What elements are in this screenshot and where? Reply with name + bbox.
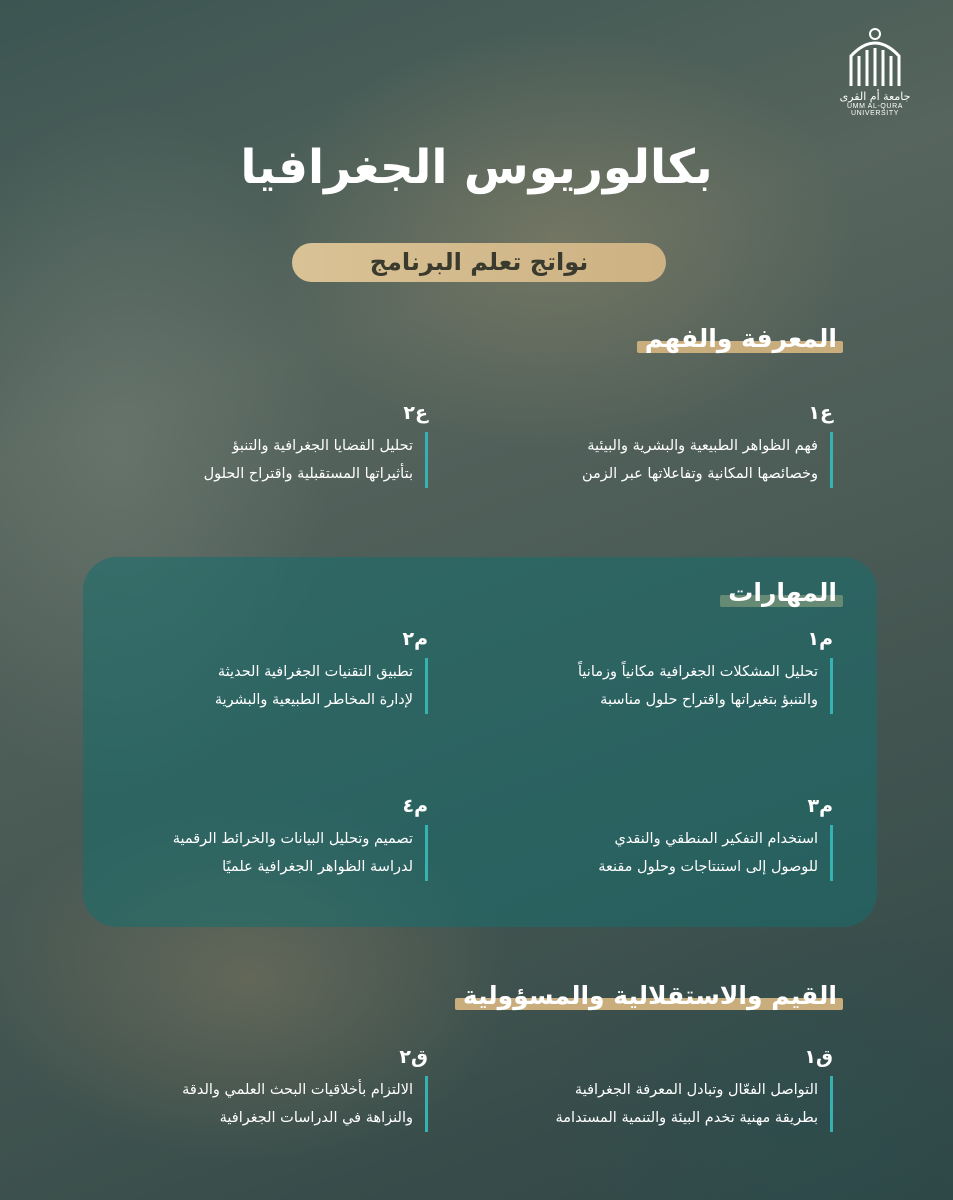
outcome-code: ع٢ [403, 402, 428, 424]
outcome-v2 [98, 1046, 428, 1132]
outcome-text [98, 825, 428, 881]
outcome-code: م١ [807, 628, 833, 650]
outcome-line: الالتزام بأخلاقيات البحث العلمي والدقة [182, 1082, 413, 1098]
outcome-text [98, 1076, 428, 1132]
outcome-line: فهم الظواهر الطبيعية والبشرية والبيئية [587, 438, 818, 454]
outcome-s2 [98, 628, 428, 714]
outcome-code: م٣ [807, 795, 833, 817]
outcome-code: م٢ [402, 628, 428, 650]
page-title: بكالوريوس الجغرافيا [240, 140, 713, 195]
outcome-text [98, 432, 428, 488]
outcome-k1 [503, 402, 833, 488]
outcome-line: تحليل المشكلات الجغرافية مكانياً وزمانياً [577, 664, 818, 680]
outcome-code: م٤ [402, 795, 428, 817]
outcome-line: للوصول إلى استنتاجات وحلول مقنعة [598, 859, 818, 875]
outcome-line: والتنبؤ بتغيراتها واقتراح حلول مناسبة [600, 692, 818, 708]
logo-english-name: UMM AL-QURA UNIVERSITY [847, 103, 903, 117]
outcome-line: لدراسة الظواهر الجغرافية علميًا [222, 859, 413, 875]
outcome-code: ق٢ [399, 1046, 428, 1068]
outcome-s4 [98, 795, 428, 881]
outcome-line: تصميم وتحليل البيانات والخرائط الرقمية [172, 831, 413, 847]
outcome-text [503, 658, 833, 714]
outcome-code: ع١ [808, 402, 833, 424]
section-title-values-text: القيم والاستقلالية والمسؤولية [462, 981, 837, 1010]
outcome-code: ق١ [804, 1046, 833, 1068]
umm-al-qura-emblem-icon [845, 26, 905, 88]
university-logo [825, 26, 925, 117]
outcome-line: بطريقة مهنية تخدم البيئة والتنمية المستدامة [555, 1110, 818, 1126]
subtitle-pill: نواتج تعلم البرنامج [292, 243, 666, 282]
section-title-skills [724, 578, 843, 607]
outcome-line: استخدام التفكير المنطقي والنقدي [614, 831, 818, 847]
section-title-knowledge [641, 324, 843, 353]
section-title-knowledge-text: المعرفة والفهم [644, 324, 837, 353]
outcome-text [503, 1076, 833, 1132]
section-title-values [459, 981, 843, 1010]
outcome-line: بتأثيراتها المستقبلية واقتراح الحلول [203, 466, 413, 482]
outcome-k2 [98, 402, 428, 488]
outcome-line: وخصائصها المكانية وتفاعلاتها عبر الزمن [581, 466, 818, 482]
outcome-s1 [503, 628, 833, 714]
section-title-skills-text: المهارات [728, 578, 837, 607]
outcome-line: تطبيق التقنيات الجغرافية الحديثة [217, 664, 413, 680]
logo-arabic-name: جامعة أم القرى [839, 90, 911, 103]
outcome-v1 [503, 1046, 833, 1132]
outcome-text [503, 432, 833, 488]
outcome-s3 [503, 795, 833, 881]
outcome-text [98, 658, 428, 714]
outcome-text [503, 825, 833, 881]
outcome-line: التواصل الفعّال وتبادل المعرفة الجغرافية [574, 1082, 818, 1098]
outcome-line: لإدارة المخاطر الطبيعية والبشرية [214, 692, 413, 708]
outcome-line: تحليل القضايا الجغرافية والتنبؤ [232, 438, 413, 454]
outcome-line: والنزاهة في الدراسات الجغرافية [219, 1110, 413, 1126]
